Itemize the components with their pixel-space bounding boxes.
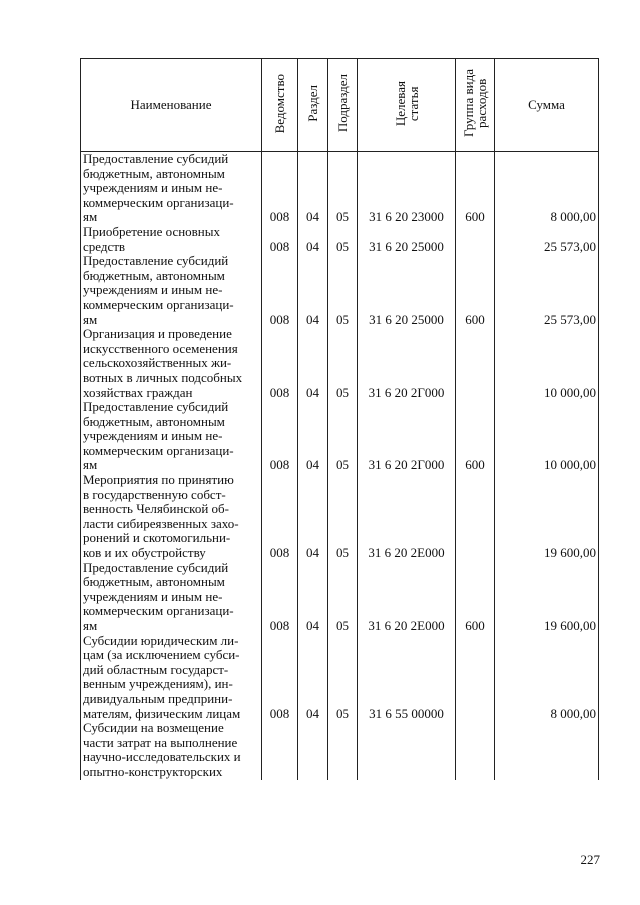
header-group: Группа вида расходов [456,59,495,152]
row-dept: 008 [262,152,298,225]
table-row [81,721,599,779]
row-section: 04 [298,225,328,254]
row-section: 04 [298,473,328,561]
row-name: Субсидии на возмещение части затрат на выполнение научно-исследовательских и опытно-конструкторских [81,721,262,779]
row-subsection: 05 [328,634,358,722]
row-subsection: 05 [328,152,358,225]
table-row [81,327,599,400]
table-row [81,152,599,225]
header-subsection: Подраздел [328,59,358,152]
row-group: 600 [456,152,495,225]
row-name: Предоставление субсидий бюджетным, автономным учреждениям и иным не- коммерческим организаци- ям [81,254,262,327]
row-target: 31 6 20 2Г000 [358,327,456,400]
row-sum: 19 600,00 [495,561,599,634]
row-sum [495,721,599,779]
budget-table [80,58,599,780]
row-subsection: 05 [328,254,358,327]
row-dept: 008 [262,634,298,722]
header-target: Целевая статья [358,59,456,152]
row-target: 31 6 20 2Е000 [358,473,456,561]
row-target: 31 6 20 25000 [358,225,456,254]
row-target: 31 6 20 23000 [358,152,456,225]
row-group: 600 [456,561,495,634]
table-row [81,225,599,254]
row-subsection: 05 [328,327,358,400]
row-target: 31 6 55 00000 [358,634,456,722]
table-row [81,634,599,722]
row-subsection: 05 [328,225,358,254]
row-subsection: 05 [328,473,358,561]
row-dept: 008 [262,473,298,561]
header-dept: Ведомство [262,59,298,152]
row-group [456,721,495,779]
row-dept [262,721,298,779]
row-subsection: 05 [328,400,358,473]
row-target: 31 6 20 2Е000 [358,561,456,634]
table-row [81,561,599,634]
row-group [456,473,495,561]
row-target: 31 6 20 25000 [358,254,456,327]
table-row [81,254,599,327]
row-sum: 25 573,00 [495,225,599,254]
row-section: 04 [298,561,328,634]
row-dept: 008 [262,561,298,634]
row-dept: 008 [262,225,298,254]
row-group: 600 [456,254,495,327]
table-row [81,473,599,561]
row-group [456,634,495,722]
table-row [81,400,599,473]
row-group [456,327,495,400]
row-section [298,721,328,779]
row-group: 600 [456,400,495,473]
row-sum: 8 000,00 [495,152,599,225]
page-number: 227 [580,852,600,867]
row-name: Организация и проведение искусственного осеменения сельскохозяйственных жи- вотных в личных подсобных хозяйствах граждан [81,327,262,400]
row-dept: 008 [262,400,298,473]
row-sum: 10 000,00 [495,327,599,400]
row-section: 04 [298,400,328,473]
row-target [358,721,456,779]
row-section: 04 [298,634,328,722]
row-name: Предоставление субсидий бюджетным, автономным учреждениям и иным не- коммерческим организаци- ям [81,400,262,473]
row-sum: 10 000,00 [495,400,599,473]
row-name: Мероприятия по принятию в государственную собст- венность Челябинской об- ласти сибиреязвенных захо- ронений и скотомогильни- ков и их обустройству [81,473,262,561]
row-dept: 008 [262,254,298,327]
row-dept: 008 [262,327,298,400]
row-name: Предоставление субсидий бюджетным, автономным учреждениям и иным не- коммерческим организаци- ям [81,561,262,634]
row-group [456,225,495,254]
header-row [81,59,599,152]
row-name: Предоставление субсидий бюджетным, автономным учреждениям и иным не- коммерческим организаци- ям [81,152,262,225]
row-sum: 19 600,00 [495,473,599,561]
header-section: Раздел [298,59,328,152]
row-target: 31 6 20 2Г000 [358,400,456,473]
row-sum: 25 573,00 [495,254,599,327]
row-sum: 8 000,00 [495,634,599,722]
row-name: Субсидии юридическим ли- цам (за исключением субси- дий областным государст- венным учреждениям), ин- дивидуальным предприни- мателям, физическим лицам [81,634,262,722]
row-name: Приобретение основных средств [81,225,262,254]
row-subsection: 05 [328,561,358,634]
row-section: 04 [298,254,328,327]
row-section: 04 [298,152,328,225]
row-section: 04 [298,327,328,400]
header-name: Наименование [81,59,262,152]
row-subsection [328,721,358,779]
header-sum: Сумма [495,59,599,152]
